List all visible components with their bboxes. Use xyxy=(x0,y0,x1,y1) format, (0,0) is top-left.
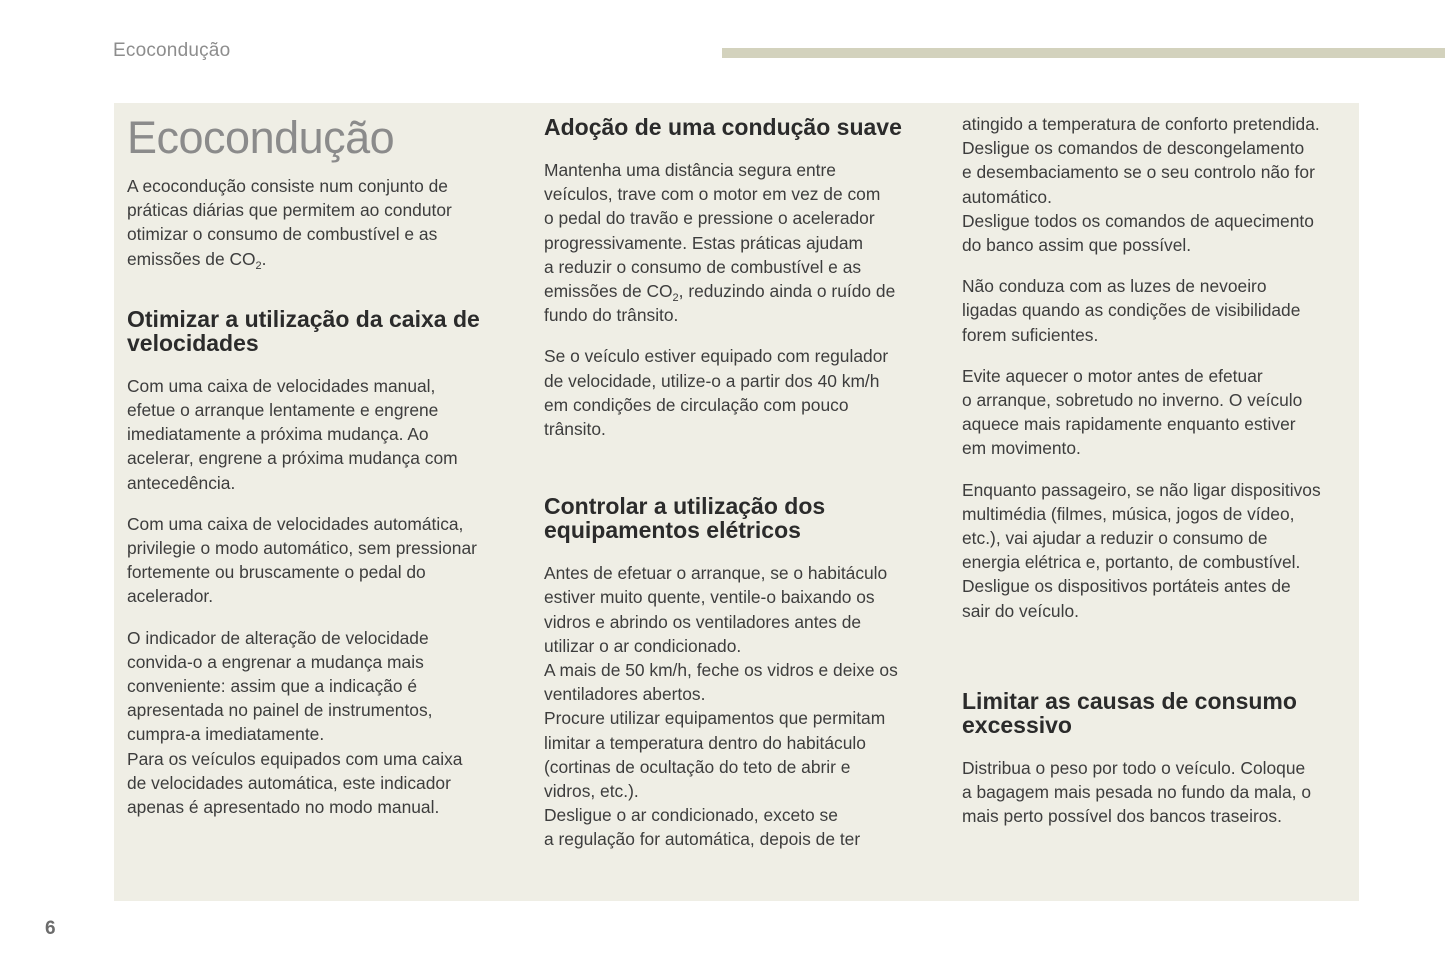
page-title: Ecocondução xyxy=(127,112,395,163)
section-title-smooth-driving: Adoção de uma condução suave xyxy=(544,114,902,140)
multimedia-paragraph: Enquanto passageiro, se não ligar dispositivos multimédia (filmes, música, jogos de vídeo, etc.), vai ajudar a reduzir o consumo de energia elétrica e, portanto, de combustível. Desligue os dispositivos portáteis antes de sair do veículo. xyxy=(962,479,1321,621)
header-accent-bar xyxy=(722,48,1445,58)
section-title-electrical: Controlar a utilização dos equipamentos elétricos xyxy=(544,493,826,544)
cruise-control-paragraph: Se o veículo estiver equipado com regulador de velocidade, utilize-o a partir dos 40 km/h em condições de circulação com pouco trânsito. xyxy=(544,346,889,440)
column-3 xyxy=(962,103,1357,828)
weight-distribution-paragraph: Distribua o peso por todo o veículo. Coloque a bagagem mais pesada no fundo da mala, o mais perto possível dos bancos traseiros. xyxy=(962,757,1312,827)
smooth-driving-text: Mantenha uma distância segura entre veículos, trave com o motor em vez de com o pedal do travão e pressione o acelerador progressivamente. Estas práticas ajudam a reduzir o consumo de combustível e as emissões de CO xyxy=(544,160,881,302)
electrical-paragraph-continued: atingido a temperatura de conforto pretendida. Desligue os comandos de descongelamento e desembaciamento se o seu controlo não for automático. Desligue todos os comandos de aquecimento do banco assim que possível. xyxy=(962,114,1320,256)
page-number: 6 xyxy=(45,918,56,939)
column-2 xyxy=(544,103,934,852)
gearbox-manual-paragraph: Com uma caixa de velocidades manual, efetue o arranque lentamente e engrene imediatamente a próxima mudança. Ao acelerar, engrene a próxima mudança com antecedência. xyxy=(127,375,458,493)
electrical-paragraph: Antes de efetuar o arranque, se o habitáculo estiver muito quente, ventile-o baixando os vidros e abrindo os ventiladores antes de utilizar o ar condicionado. A mais de 50 km/h, feche os vidros e deixe os ventiladores abertos. Procure utilizar equipamentos que permitam limitar a temperatura dentro do habitáculo (cortinas de ocultação do teto de abrir e vidros, etc.). Desligue o ar condicionado, exceto se a regulação for automática, depois de ter xyxy=(544,563,898,850)
section-title-excess-consumption: Limitar as causas de consumo excessivo xyxy=(962,687,1297,738)
smooth-driving-text-end: , reduzindo ainda o ruído de fundo do trânsito. xyxy=(544,281,896,326)
co2-subscript: 2 xyxy=(672,292,679,305)
engine-warmup-paragraph: Evite aquecer o motor antes de efetuar o arranque, sobretudo no inverno. O veículo aquece mais rapidamente enquanto estiver em movimento. xyxy=(962,365,1303,459)
intro-text-end: . xyxy=(261,248,267,269)
intro-paragraph xyxy=(127,174,517,271)
co2-subscript: 2 xyxy=(255,259,262,272)
column-1 xyxy=(127,103,517,819)
content-panel xyxy=(114,103,1359,901)
smooth-driving-paragraph xyxy=(544,158,934,327)
intro-text: A ecocondução consiste num conjunto de práticas diárias que permitem ao condutor otimizar o consumo de combustível e as emissões de CO xyxy=(127,176,452,269)
gearbox-automatic-paragraph: Com uma caixa de velocidades automática, privilegie o modo automático, sem pressionar fortemente ou bruscamente o pedal do acelerador. xyxy=(127,513,477,607)
gear-indicator-paragraph: O indicador de alteração de velocidade convida-o a engrenar a mudança mais conveniente: assim que a indicação é apresentada no painel de instrumentos, cumpra-a imediatamente. Para os veículos equipados com uma caixa de velocidades automática, este indicador apenas é apresentado no modo manual. xyxy=(127,627,463,818)
fog-lights-paragraph: Não conduza com as luzes de nevoeiro ligadas quando as condições de visibilidade forem suficientes. xyxy=(962,276,1301,345)
running-head-title: Ecocondução xyxy=(113,40,231,61)
section-title-gearbox: Otimizar a utilização da caixa de velocidades xyxy=(127,305,480,356)
